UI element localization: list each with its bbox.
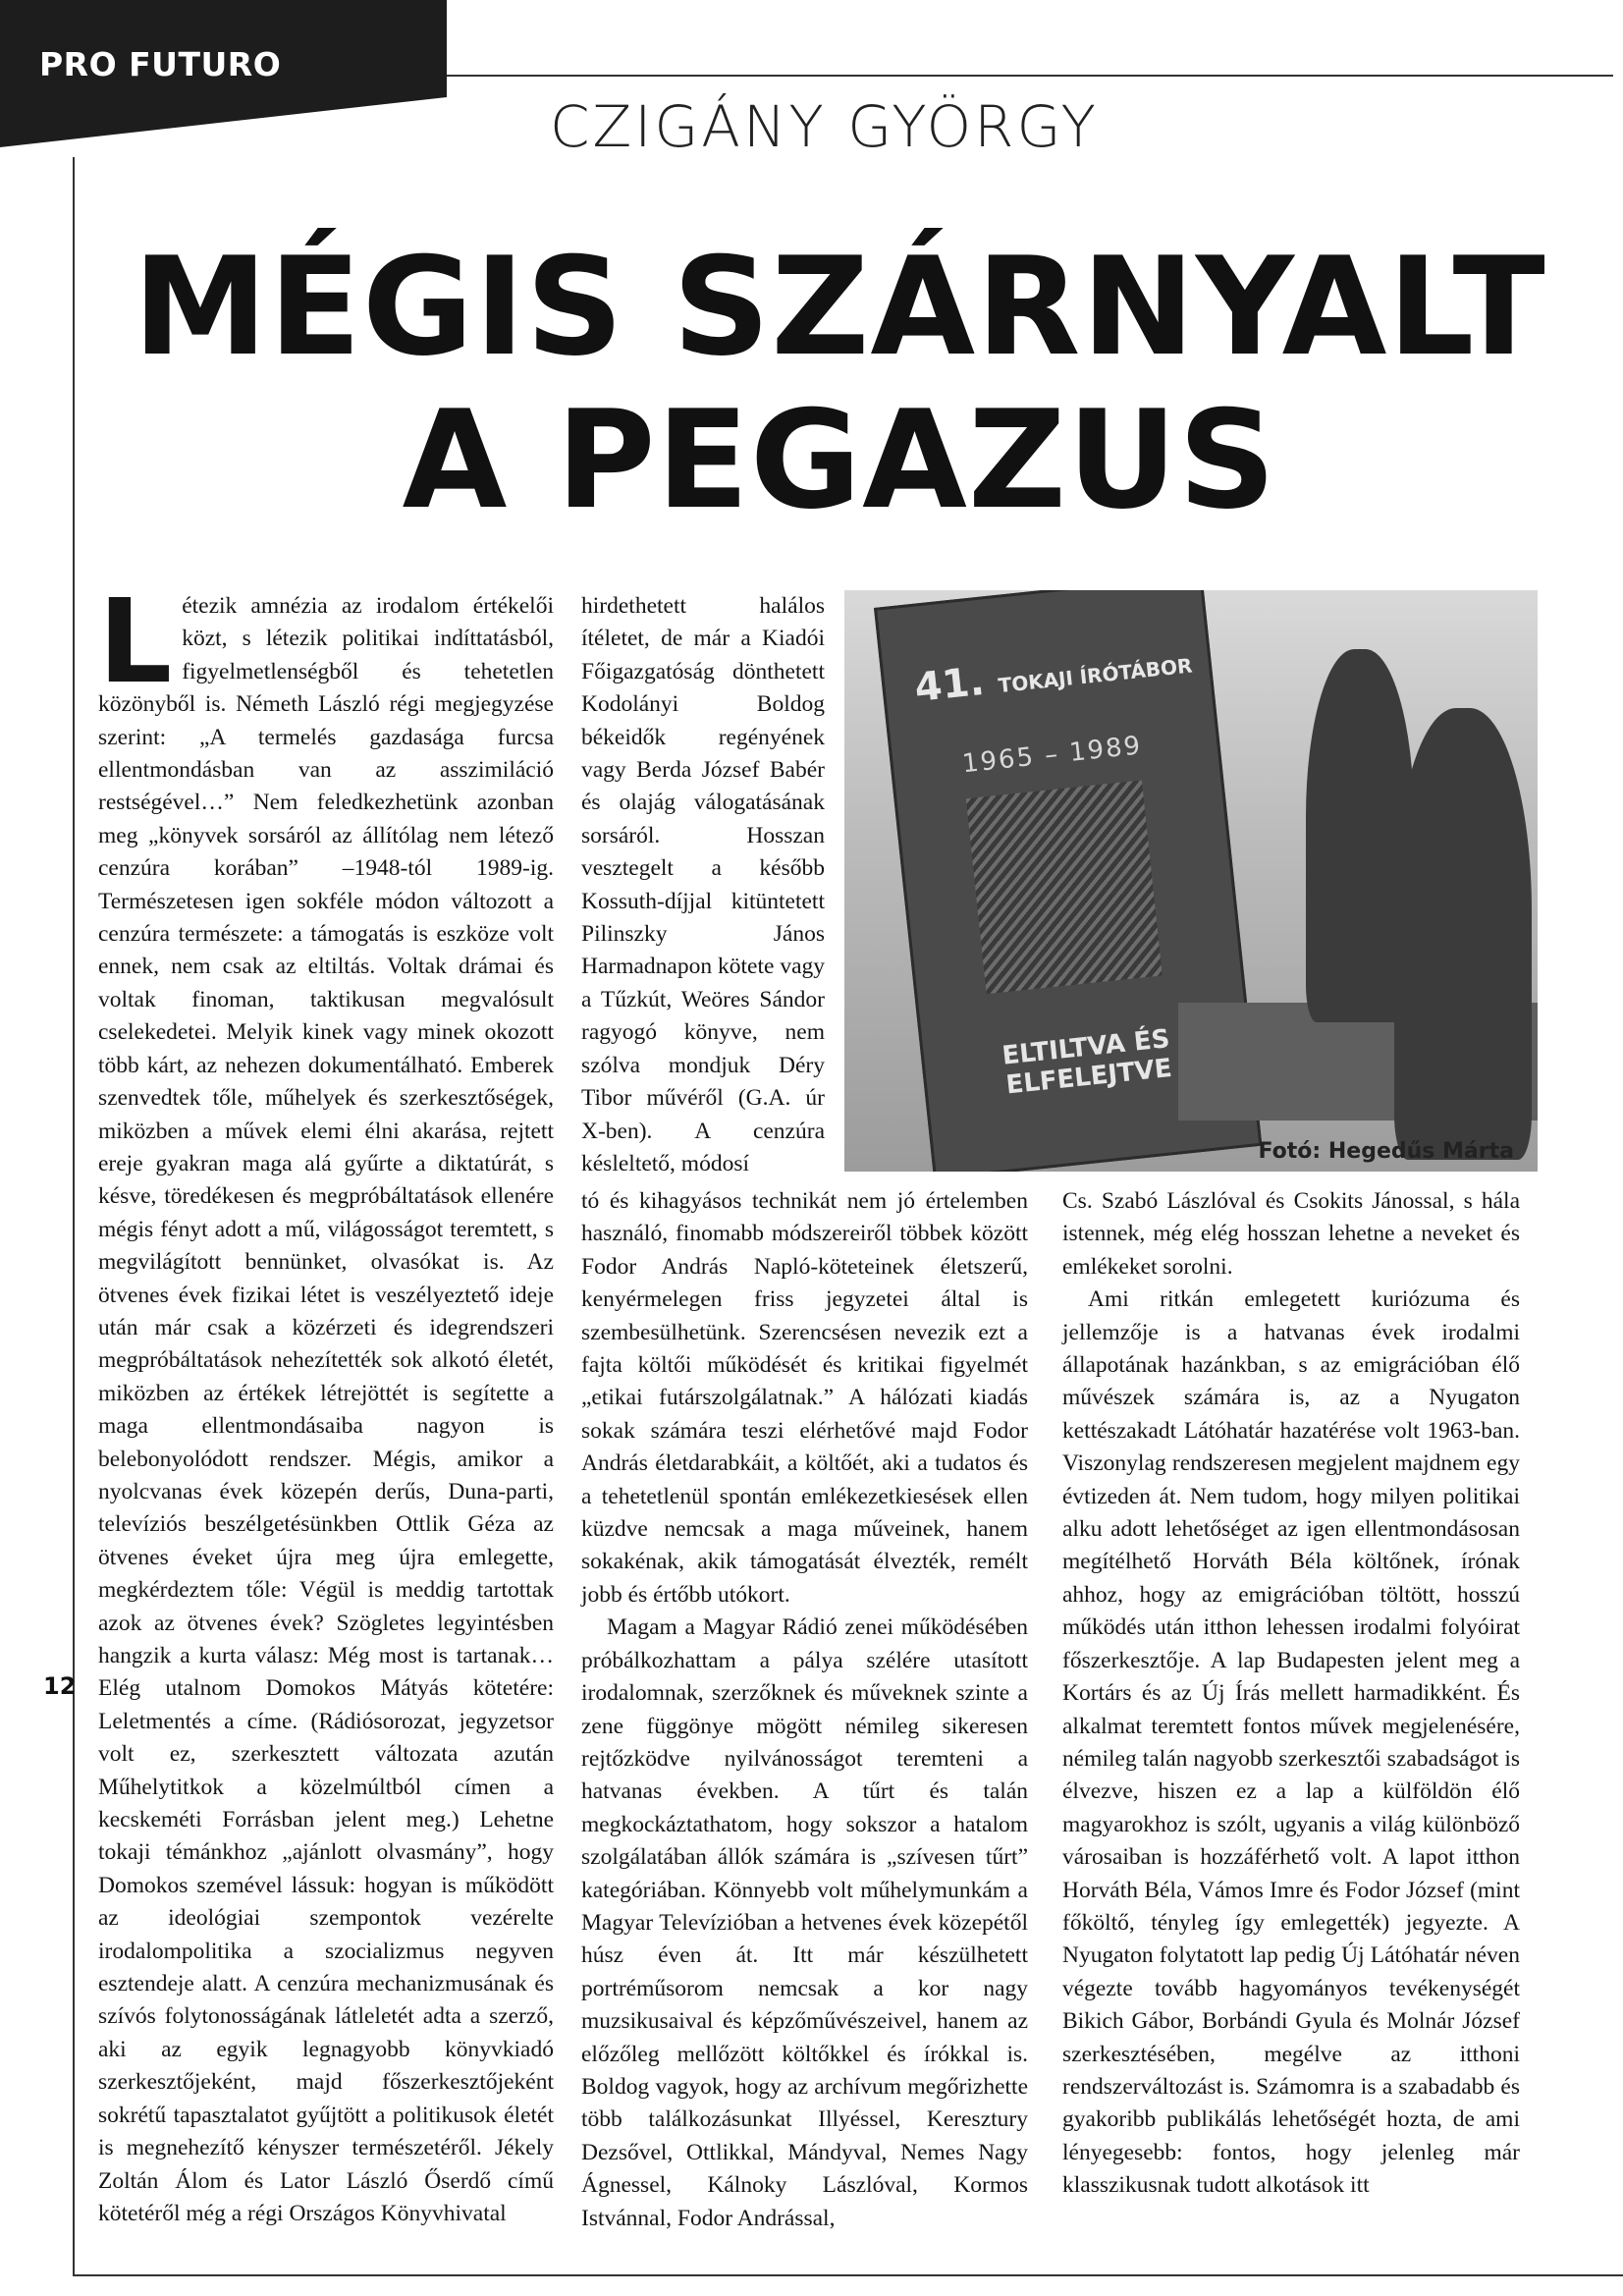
page-number: 12 (43, 1672, 77, 1700)
wine-press-illustration (966, 780, 1163, 994)
poster-years: 1965 – 1989 (960, 731, 1144, 780)
poster-title (912, 637, 1194, 711)
paragraph: tó és kihagyásos technikát nem jó értelemben használó, finomabb módszereiről többek között Fodor András Napló-köteteinek életszerű, kenyérmelegen friss jegyzetei által is szembesülhetünk. Szerencsésen nevezik ezt a fajta költői működését és kritikai figyelmét „etikai futárszolgálatnak.” A hálózati kiadás sokak számára teszi elérhetővé majd Fodor András életdarabkáit, a költőét, aki a tudatos és a tehetetlenül spontán emlékezetkiesések ellen küzdve nemcsak a maga műveinek, hanem sokakénak, akik támogatását élvezték, remélt jobb és értőbb utókort. (581, 1188, 1028, 1608)
section-label: PRO FUTURO (39, 45, 282, 83)
title-line-2: A PEGAZUS (402, 381, 1277, 539)
poster-event: TOKAJI ÍRÓTÁBOR (997, 653, 1194, 698)
top-rule (447, 75, 1613, 77)
body-column-1 (98, 574, 554, 2260)
paragraph: hirdethetett halálos ítéletet, de már a Kiadói Főigazgatóság dönthetett Kodolányi Boldog békeidők regényének vagy Berda József Babér és olajág válogatásának sorsáról. Hosszan vesztegelt a később Kossuth-díjjal kitüntetett Pilinszky János Harmadnapon kötete vagy a Tűzkút, Weöres Sándor ragyogó könyve, nem szólva mondjuk Déry Tibor művéről (G.A. úr X-ben). A cenzúra késleltető, módosí (581, 593, 825, 1176)
body-column-3 (1062, 1185, 1520, 2261)
poster-caption: ELTILTVA ÉS ELFELEJTVE (1001, 1023, 1173, 1101)
paragraph: Cs. Szabó Lászlóval és Csokits Jánossal, s hála istennek, még elég hosszan lehetne a neveket és emlékeket sorolni. (1062, 1188, 1520, 1280)
article-title (59, 228, 1620, 539)
article-photo (844, 590, 1538, 1172)
poster-number: 41. (912, 658, 987, 711)
body-column-2-top (581, 590, 825, 1185)
bottom-rule (73, 2274, 1623, 2276)
body-column-2-bottom (581, 1185, 1028, 2261)
paragraph: Ami ritkán emlegetett kuriózuma és jellemzője is a hatvanas évek irodalmi állapotának hazánkban, s az emigrációban élő művészek számára is, az a Nyugaton kettészakadt Látóhatár hazatérése volt 1963-ban. Viszonylag rendszeresen megjelent majdnem egy évtizeden át. Nem tudom, hogy milyen politikai alku adott lehetőséget az igen ellentmondásosan megítélhető Horváth Béla költőnek, írónak ahhoz, hogy az emigrációban töltött, hosszú működés után itthon lehessen irodalmi folyóirat főszerkesztője. A lap Budapesten jelent meg a Kortárs és az Új Írás mellett harmadikként. És alkalmat teremtett fontos művek megjelenésére, némileg talán nagyobb szerkesztői szabadságot is élvezve, hiszen ez a lap a külföldön élő magyarokhoz is szólt, ugyanis a világ különböző városaiban is hozzáférhető volt. A lapot itthon Horváth Béla, Vámos Imre és Fodor József (mint főköltő, tényleg így emlegették) jegyezte. A Nyugaton folytatott lap pedig Új Látóhatár néven végezte tovább hagyományos tevékenységét Bikich Gábor, Borbándi Gyula és Molnár József szerkesztésében, megélve az itthoni rendszerváltozást is. Számomra is a szabadabb és gyakoribb publikálás lehetőségét hozta, de ami lényegesebb: fontos, hogy jelenleg már klasszikusnak tudott alkotások itt (1062, 1286, 1520, 2199)
person-silhouette (1394, 708, 1532, 1160)
title-line-1: MÉGIS SZÁRNYALT (133, 228, 1546, 386)
paragraph: Létezik amnézia az irodalom értékelői közt, s létezik politikai indíttatásból, figyelmetlenségből és tehetetlen közönyből is. Németh László régi megjegyzése szerint: „A termelés gazdasága furcsa ellentmondásban van az asszimiláció restségével…” Nem feledkezhetünk azonban meg „könyvek sorsáról az állítólag nem létező cenzúra korában” –1948-tól 1989-ig. Természetesen igen sokféle módon változott a cenzúra természete: a támogatás is eszköze volt ennek, nem csak az eltiltás. Voltak drámai és voltak finoman, taktikusan megvalósult cselekedetei. Melyik kinek vagy minek okozott több kárt, az nehezen dokumentálható. Emberek szenvedtek tőle, műhelyek és szerkesztőségek, miközben a művek elemi élni akarása, rejtett ereje gyakran maga alá gyűrte a diktatúrát, s késve, töredékesen és megpróbáltatások ellenére mégis fényt adott a mű, világosságot teremtett, s megvilágított bennünket, olvasókat is. Az ötvenes évek fizikai létet is veszélyeztető ideje után már csak a közérzeti és idegrendszeri megpróbáltatások nehezítették sok alkotó életét, miközben az értékek létrejöttét is segítette a maga ellentmondásaiba nagyon is belebonyolódott rendszer. Mégis, amikor a nyolcvanas évek közepén derűs, Duna-parti, televíziós beszélgetésünkben Ottlik Géza az ötvenes éveket újra meg újra emlegette, megkérdeztem tőle: Végül is meddig tartottak azok az ötvenes évek? Szögletes legyintésben hangzik a kurta válasz: Még most is tartanak… Elég utalnom Domokos Mátyás kötetére: Leletmentés a címe. (Rádiósorozat, jegyzetsor volt ez, szerkesztett változata azután Műhelytitkok a közelmúltból címen a kecskeméti Forrásban jelent meg.) Lehetne tokaji témánkhoz „ajánlott olvasmány”, hogy Domokos szemével lássuk: hogyan is működött az ideológiai szempontok vezérelte irodalompolitika a szocializmus negyven esztendeje alatt. A cenzúra mechanizmusának és szívós folytonosságának látleletét adta a szerző, aki az egyik legnagyobb könyvkiadó szerkesztőjeként, majd főszerkesztőjeként sokrétű tapasztalatot gyűjtött a politikusok életét is megnehezítő kényszer természetéről. Jékely Zoltán Álom és Lator László Őserdő című kötetéről még a régi Országos Könyvhivatal (98, 574, 554, 2226)
author-name: CZIGÁNY GYÖRGY (550, 93, 1099, 160)
paragraph: Magam a Magyar Rádió zenei működésében próbálkozhattam a pálya szélére utasított irodalomnak, szerzőknek és műveknek szinte a zene függönye mögött némileg sikeresen rejtőzködve nyilvánosságot teremteni a hatvanas években. A tűrt és talán megkockáztathatom, hogy sokszor a hatalom szolgálatában állók számára is „szívesen tűrt” kategóriában. Könnyebb volt műhelymunkám a Magyar Televízióban a hetvenes évek közepétől húsz éven át. Itt már készülhetett portréműsorom nemcsak a kor nagy muzsikusaival és képzőművészeivel, hanem az előzőleg mellőzött költőkkel és írókkal is. Boldog vagyok, hogy az archívum megőrizhette több találkozásunkat Illyéssel, Keresztury Dezsővel, Ottlikkal, Mándyval, Nemes Nagy Ágnessel, Kálnoky Lászlóval, Kormos Istvánnal, Fodor Andrással, (581, 1614, 1028, 2231)
photo-credit: Fotó: Hegedűs Márta (1258, 1139, 1514, 1164)
